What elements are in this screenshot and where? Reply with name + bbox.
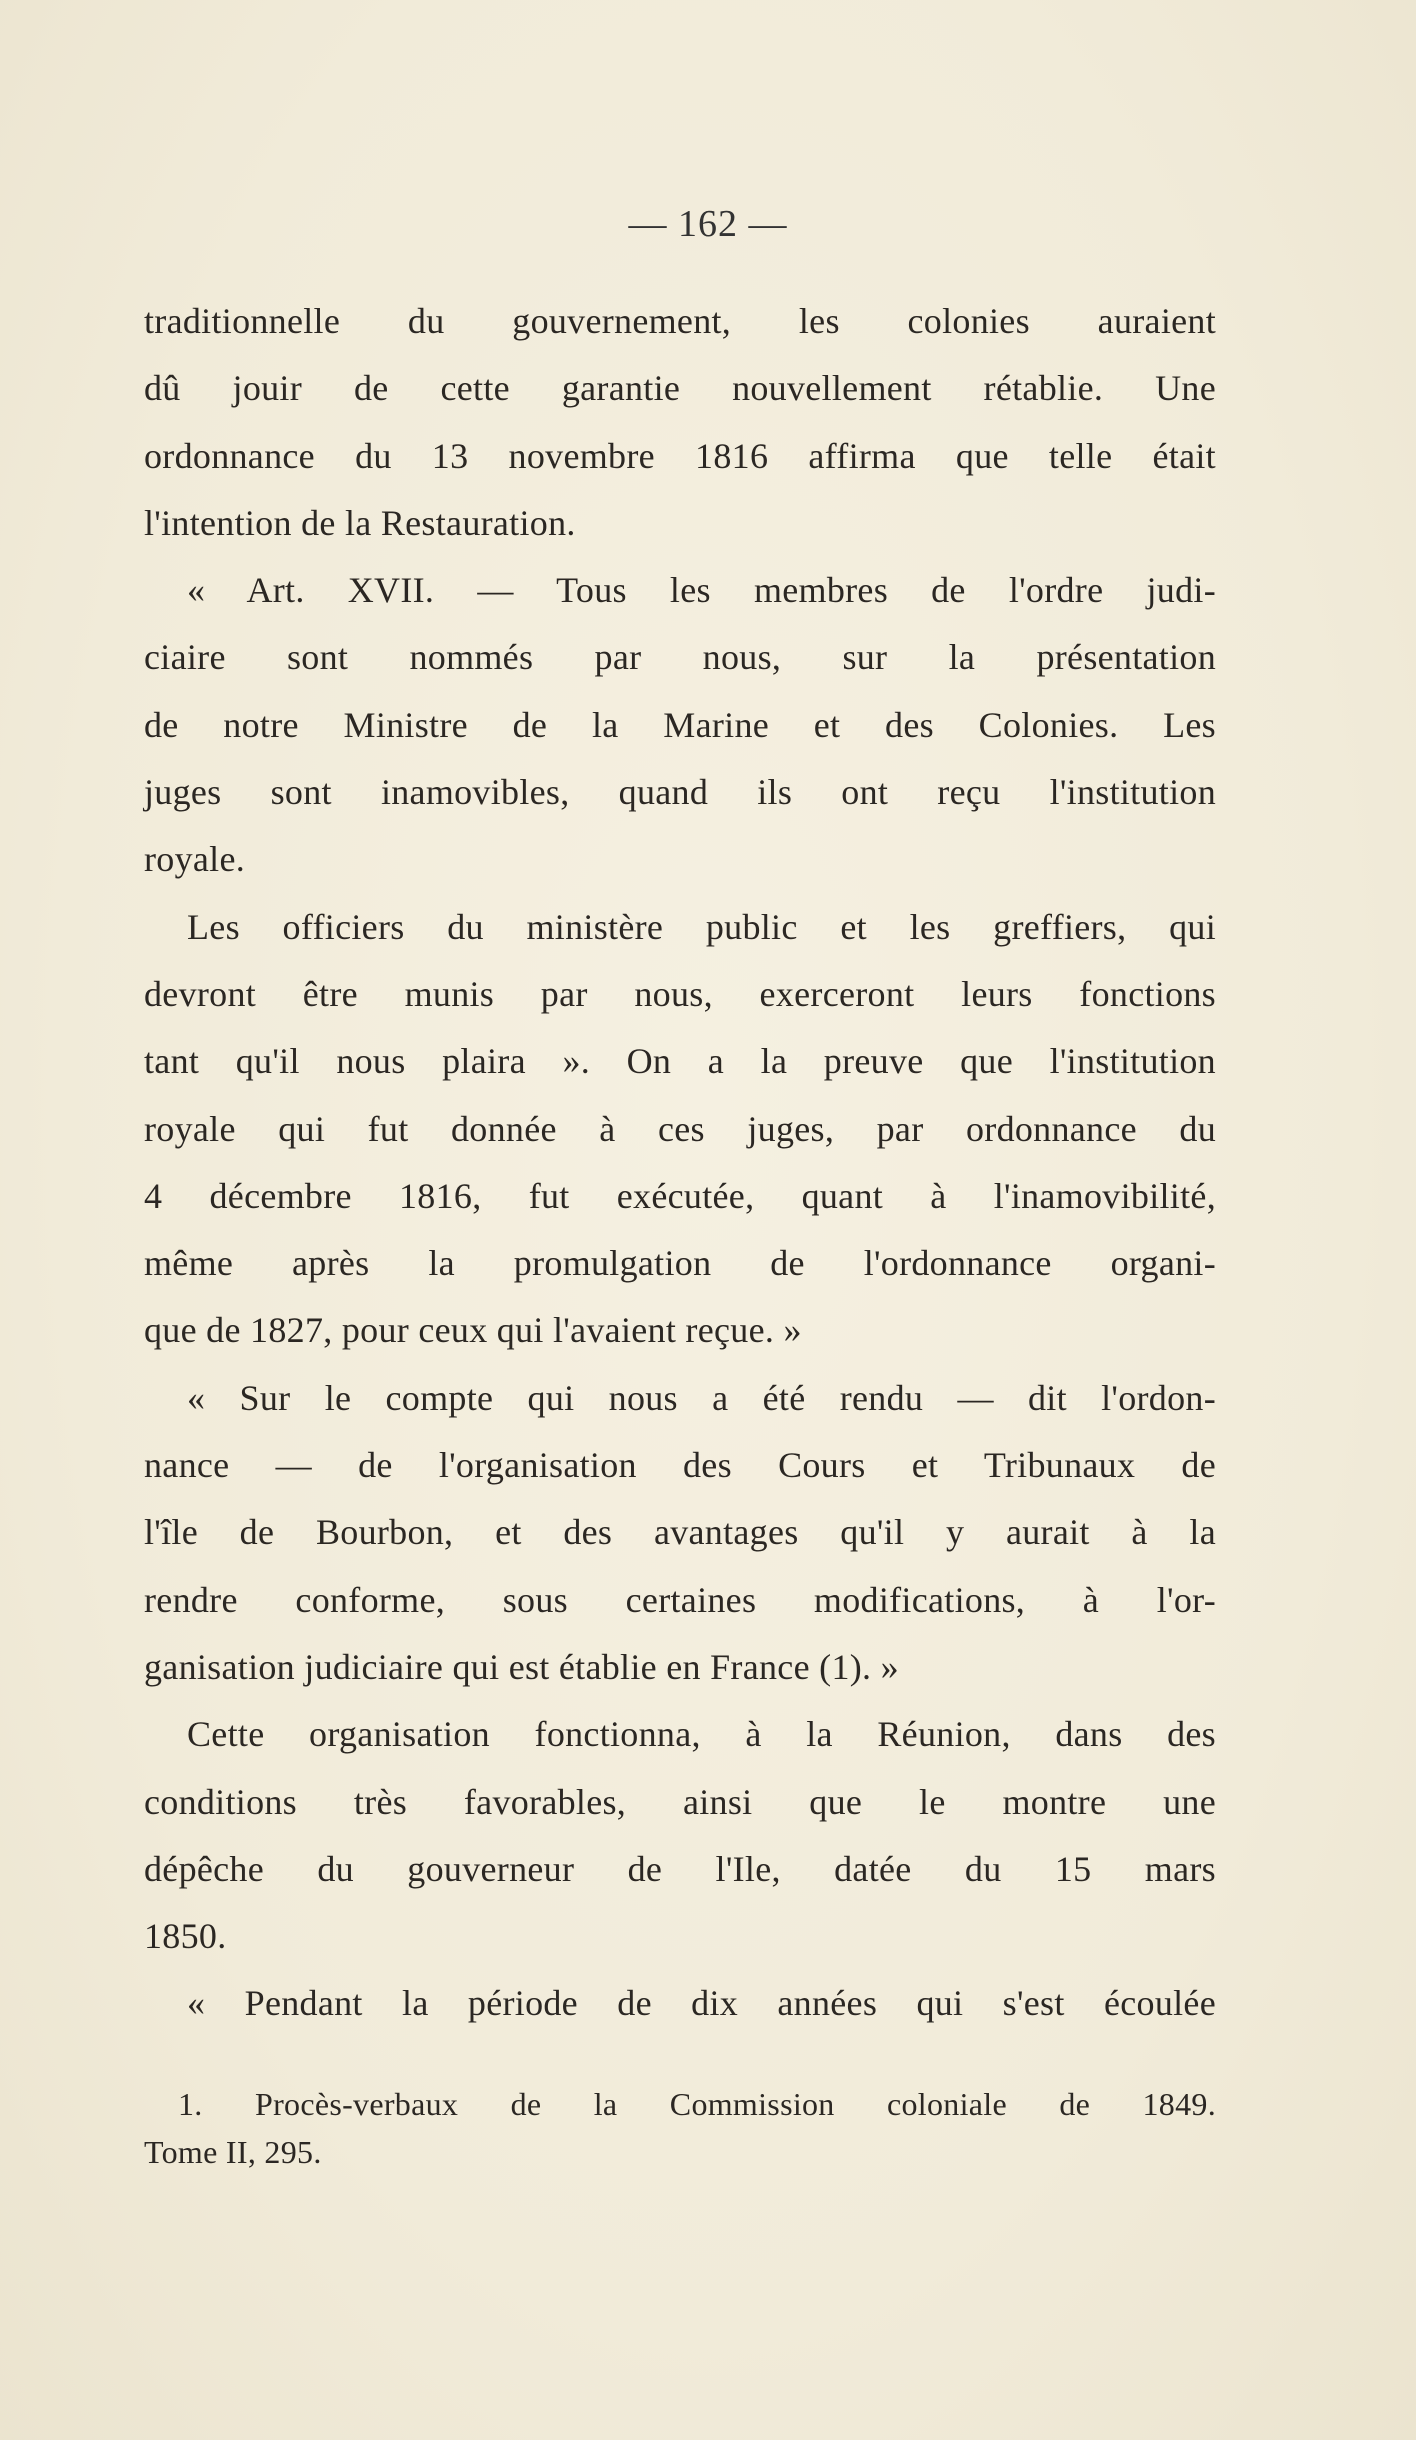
text-line: ciaire sont nommés par nous, sur la présentation [144, 637, 1216, 678]
text-line: que de 1827, pour ceux qui l'avaient reçue. » [144, 1310, 802, 1351]
text-line: Cette organisation fonctionna, à la Réunion, dans des [187, 1714, 1216, 1755]
text-line: même après la promulgation de l'ordonnance organi- [144, 1243, 1216, 1284]
text-line: dépêche du gouverneur de l'Ile, datée du 15 mars [144, 1848, 1216, 1889]
text-line: conditions très favorables, ainsi que le montre une [144, 1781, 1216, 1822]
text-line: 4 décembre 1816, fut exécutée, quant à l'inamovibilité, [144, 1175, 1216, 1216]
text-line: devront être munis par nous, exerceront leurs fonctions [144, 973, 1216, 1014]
text-line: l'île de Bourbon, et des avantages qu'il y aurait à la [144, 1512, 1216, 1553]
text-line: rendre conforme, sous certaines modifications, à l'or- [144, 1579, 1216, 1620]
text-line: de notre Ministre de la Marine et des Colonies. Les [144, 704, 1216, 745]
footnote-line: Tome II, 295. [144, 2134, 322, 2170]
text-line: « Sur le compte qui nous a été rendu — dit l'ordon- [187, 1377, 1216, 1418]
text-line: juges sont inamovibles, quand ils ont reçu l'institution [144, 772, 1216, 813]
text-line: l'intention de la Restauration. [144, 502, 576, 543]
text-line: « Pendant la période de dix années qui s'est écoulée [187, 1983, 1216, 2024]
text-line: ordonnance du 13 novembre 1816 affirma que telle était [144, 435, 1216, 476]
text-line: « Art. XVII. — Tous les membres de l'ordre judi- [187, 570, 1216, 611]
body-text [144, 288, 1216, 2038]
page-number: — 162 — [628, 203, 788, 245]
text-line: tant qu'il nous plaira ». On a la preuve que l'institution [144, 1041, 1216, 1082]
footnotes [144, 2080, 1216, 2176]
footnote-line: 1. Procès-verbaux de la Commission coloniale de 1849. [178, 2086, 1216, 2122]
text-line: Les officiers du ministère public et les greffiers, qui [187, 906, 1216, 947]
text-line: 1850. [144, 1916, 227, 1957]
text-line: dû jouir de cette garantie nouvellement rétablie. Une [144, 368, 1216, 409]
text-line: royale. [144, 839, 246, 880]
text-line: royale qui fut donnée à ces juges, par ordonnance du [144, 1108, 1216, 1149]
text-line: ganisation judiciaire qui est établie en France (1). » [144, 1646, 899, 1687]
text-line: nance — de l'organisation des Cours et Tribunaux de [144, 1445, 1216, 1486]
text-line: traditionnelle du gouvernement, les colonies auraient [144, 301, 1216, 341]
